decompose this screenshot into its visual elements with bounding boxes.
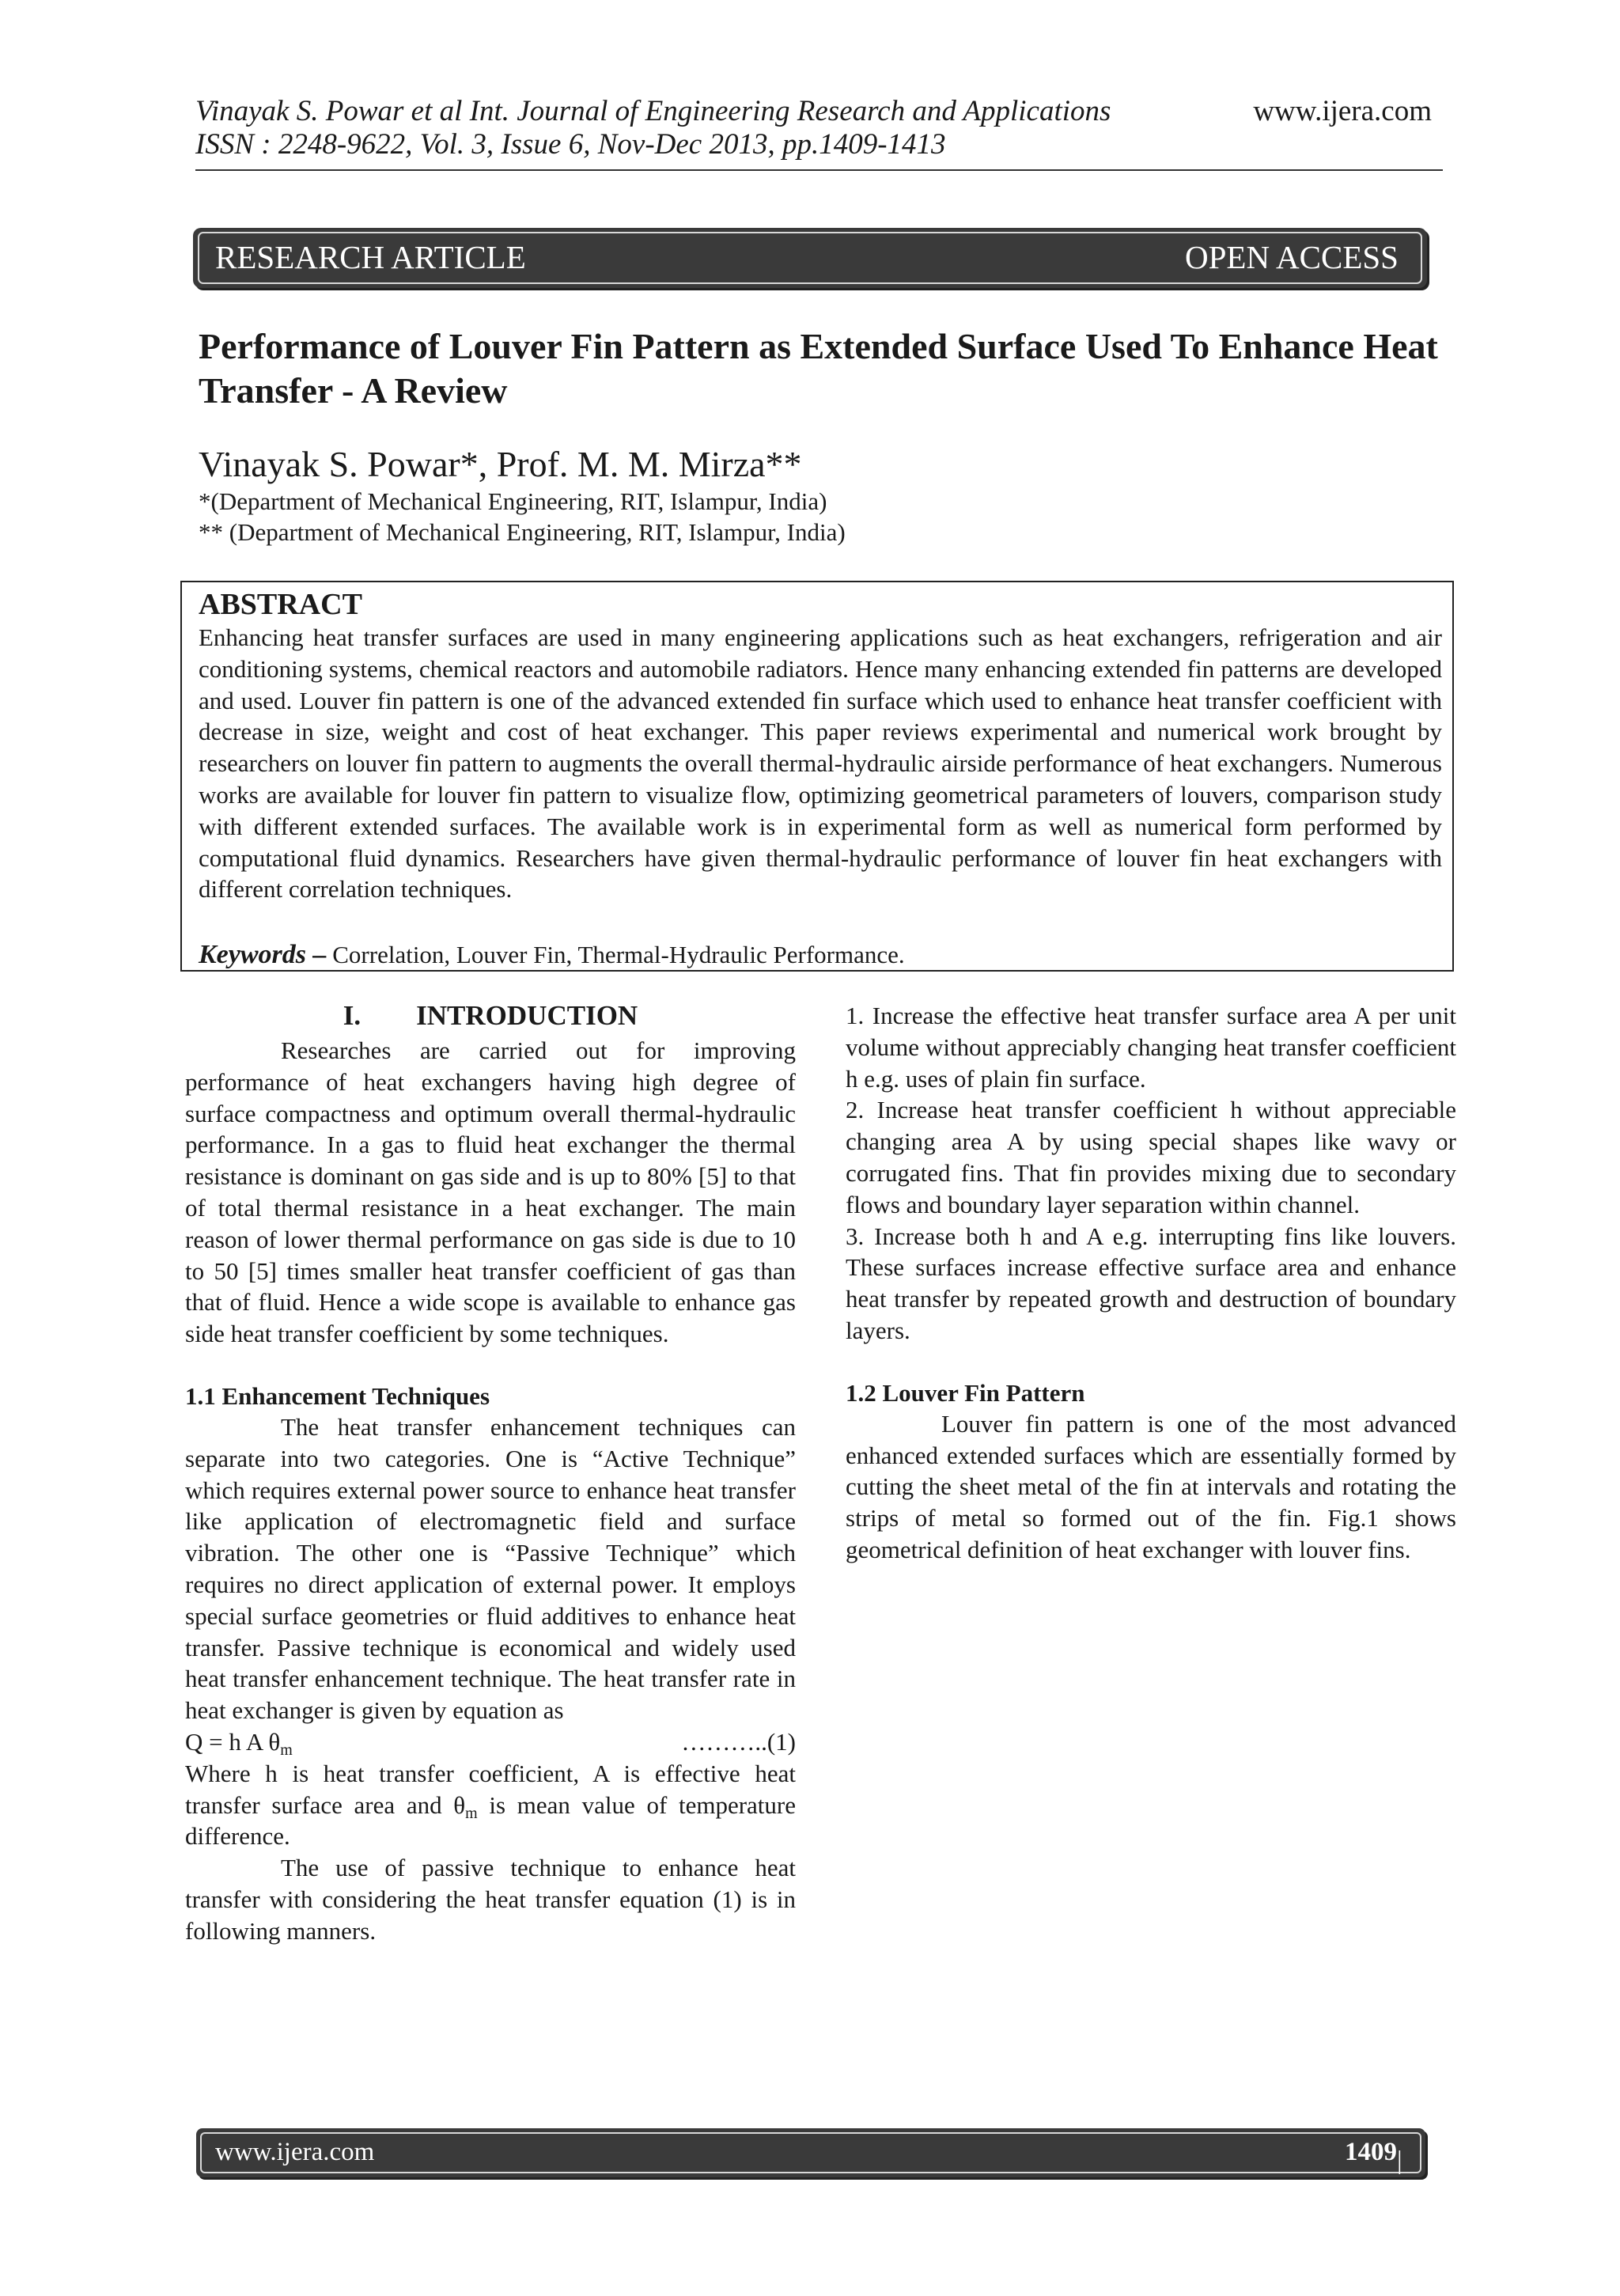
louver-fin-pattern-heading: 1.2 Louver Fin Pattern <box>846 1378 1085 1407</box>
enhancement-item-1: 1. Increase the effective heat transfer surface area A per unit volume without appreciably changing heat transfer coefficient h e.g. uses of plain fin surface. <box>846 1002 1456 1093</box>
keywords <box>199 940 905 970</box>
equation-number: ………..(1) <box>681 1727 796 1756</box>
paper-title: Performance of Louver Fin Pattern as Extended Surface Used To Enhance Heat Transfer - A Review <box>199 326 1438 411</box>
journal-citation-line1: Vinayak S. Powar et al Int. Journal of Engineering Research and Applications <box>195 95 1111 127</box>
enhancement-techniques-paragraph: The heat transfer enhancement techniques can separate into two categories. One is “Active Technique” which requires external power source to enhance heat transfer like application of electromagnetic field and surface vibration. The other one is “Passive Technique” which requires no direct application of external power. It employs special surface geometries or fluid additives to enhance heat transfer. Passive technique is economical and widely used heat transfer enhancement technique. The heat transfer rate in heat exchanger is given by equation as <box>185 1412 796 1725</box>
enhancement-techniques-heading: 1.1 Enhancement Techniques <box>185 1381 490 1410</box>
intro-title: INTRODUCTION <box>416 1000 638 1031</box>
page-number-value: 1409 <box>1345 2138 1397 2166</box>
equation-1 <box>185 1726 796 1758</box>
intro-heading <box>185 1000 796 1035</box>
open-access-label: OPEN ACCESS <box>1184 239 1399 275</box>
right-column <box>846 1000 1456 1566</box>
equation-explanation <box>185 1758 796 1852</box>
page-number <box>1345 2137 1411 2295</box>
abstract-heading: ABSTRACT <box>199 588 362 621</box>
journal-citation-line2: ISSN : 2248-9622, Vol. 3, Issue 6, Nov-Dec 2013, pp.1409-1413 <box>195 128 946 161</box>
theta-subscript: m <box>465 1804 478 1822</box>
footer-url[interactable]: www.ijera.com <box>215 2138 375 2166</box>
running-header <box>195 95 1111 161</box>
research-article-label: RESEARCH ARTICLE <box>215 239 526 275</box>
equation-subscript: m <box>280 1741 293 1759</box>
left-column <box>185 1000 796 1947</box>
equation-explanation-part1: Where h is heat transfer coefficient, A is effective heat transfer surface area and θ <box>185 1759 796 1819</box>
article-type-banner <box>193 228 1427 288</box>
footer-inner-border <box>200 2132 1421 2173</box>
equation-explanation-part2: is mean value of temperature difference. <box>185 1790 796 1851</box>
page-footer <box>196 2128 1425 2295</box>
enhancement-item-2: 2. Increase heat transfer coefficient h without appreciable changing area A by using special shapes like wavy or corrugated fins. That fin provides mixing due to secondary flows and boundary layer separation within channel. <box>846 1096 1456 1218</box>
intro-paragraph: Researches are carried out for improving performance of heat exchangers having high degree of surface compactness and optimum overall thermal-hydraulic performance. In a gas to fluid heat exchanger the thermal resistance is dominant on gas side and is up to 80% [5] to that of total thermal resistance in a heat exchanger. The main reason of lower thermal performance on gas side is due to 10 to 50 [5] times smaller heat transfer coefficient of gas than that of fluid. Hence a wide scope is available to enhance gas side heat transfer coefficient by some techniques. <box>185 1036 796 1348</box>
affiliation-2: ** (Department of Mechanical Engineering, RIT, Islampur, India) <box>199 518 846 546</box>
enhancement-item-3: 3. Increase both h and A e.g. interrupting fins like louvers. These surfaces increase effective surface area and enhance heat transfer by repeated growth and destruction of boundary layers. <box>846 1222 1456 1344</box>
passive-technique-paragraph: The use of passive technique to enhance heat transfer with considering the heat transfer equation (1) is in following manners. <box>185 1854 796 1945</box>
equation-body: Q = h A θ <box>185 1727 281 1756</box>
louver-fin-pattern-paragraph: Louver fin pattern is one of the most advanced enhanced extended surfaces which are essentially formed by cutting the sheet metal of the fin at intervals and rotating the strips of metal so formed out of the fin. Fig.1 shows geometrical definition of heat exchanger with louver fins. <box>846 1409 1456 1563</box>
abstract-text: Enhancing heat transfer surfaces are used in many engineering applications such as heat exchangers, refrigeration and air conditioning systems, chemical reactors and automobile radiators. Hence many enhancing extended fin patterns are developed and used. Louver fin pattern is one of the advanced extended fin surface which used to enhance heat transfer coefficient with decrease in size, weight and cost of heat exchanger. This paper reviews experimental and numerical work brought by researchers on louver fin pattern to augments the overall thermal-hydraulic airside performance of heat exchangers. Numerous works are available for louver fin pattern to visualize flow, optimizing geometrical parameters of louvers, comparison study with different extended surfaces. The available work is in experimental form as well as numerical form performed by computational fluid dynamics. Researchers have given thermal-hydraulic performance of louver fin heat exchangers with different correlation techniques. <box>199 623 1442 904</box>
header-url[interactable]: www.ijera.com <box>1253 95 1432 127</box>
intro-number: I. <box>343 1000 361 1031</box>
keywords-label: Keywords – <box>199 940 327 969</box>
authors: Vinayak S. Powar*, Prof. M. M. Mirza** <box>199 444 802 484</box>
keywords-list: Correlation, Louver Fin, Thermal-Hydraulic Performance. <box>326 941 905 968</box>
page-label: | P a g e <box>1397 2146 1411 2295</box>
affiliation-1: *(Department of Mechanical Engineering, RIT, Islampur, India) <box>199 487 827 515</box>
header-rule <box>195 169 1443 171</box>
